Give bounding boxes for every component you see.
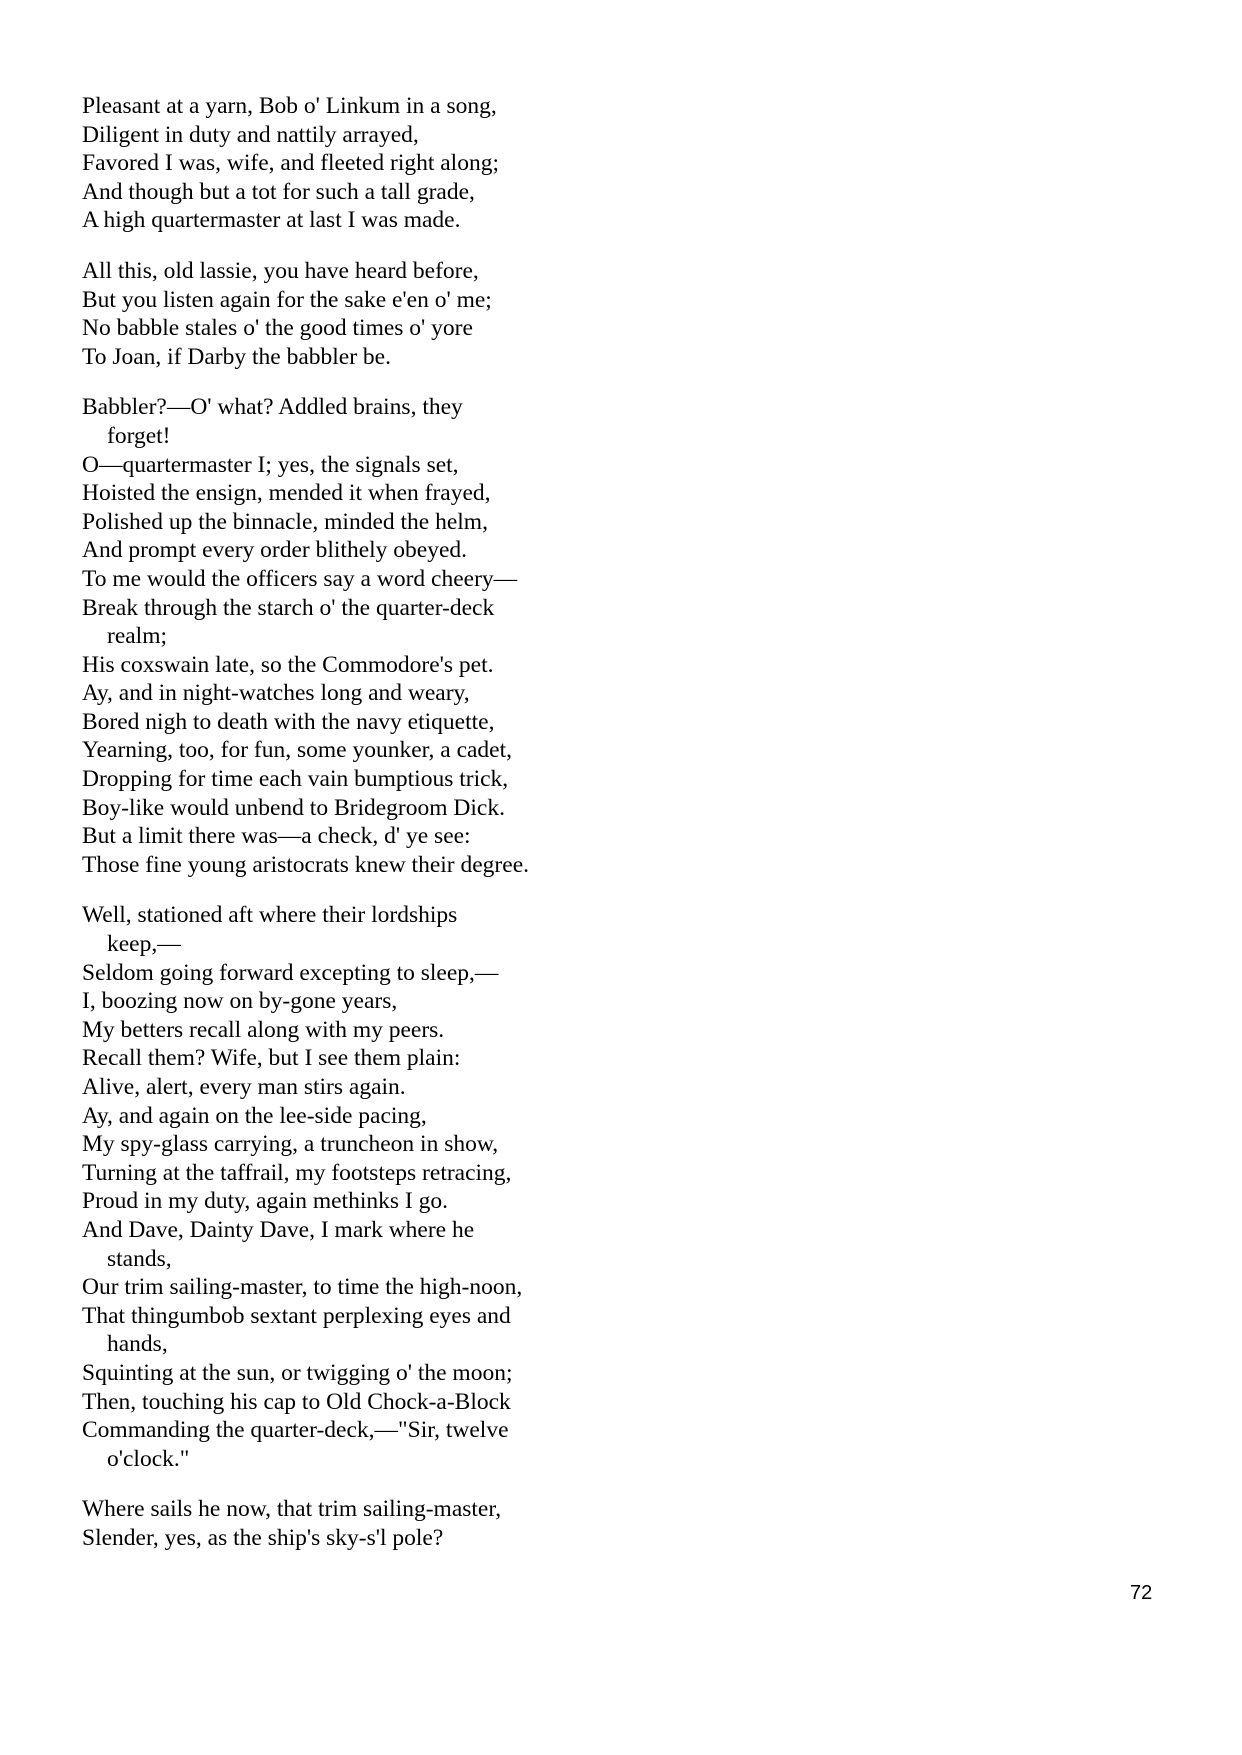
poem-line-continuation: hands, <box>107 1331 168 1358</box>
poem-line: And Dave, Dainty Dave, I mark where he <box>82 1216 475 1243</box>
poem-line-continuation: o'clock." <box>107 1445 190 1472</box>
poem-line: But a limit there was—a check, d' ye see: <box>82 823 471 850</box>
poem-line: Commanding the quarter-deck,—"Sir, twelve <box>82 1417 509 1444</box>
poem-line: Pleasant at a yarn, Bob o' Linkum in a song, <box>82 93 497 119</box>
stanza <box>82 257 682 371</box>
poem-line: Dropping for time each vain bumptious trick, <box>82 766 509 793</box>
poem-line: Then, touching his cap to Old Chock-a-Block <box>82 1388 511 1415</box>
poem-line: But you listen again for the sake e'en o' me; <box>82 286 492 313</box>
poem-line: All this, old lassie, you have heard before, <box>82 257 479 284</box>
poem-line-continuation: keep,— <box>107 931 181 958</box>
poem-line: Bored nigh to death with the navy etiquette, <box>82 708 495 735</box>
poem-line: Proud in my duty, again methinks I go. <box>82 1188 448 1215</box>
poem-line: No babble stales o' the good times o' yore <box>82 315 473 342</box>
poem-line: To Joan, if Darby the babbler be. <box>82 343 391 370</box>
poem-line: I, boozing now on by-gone years, <box>82 988 398 1015</box>
poem-line: Squinting at the sun, or twigging o' the moon; <box>82 1359 513 1386</box>
stanza <box>82 393 682 879</box>
poem-line: My spy-glass carrying, a truncheon in show, <box>82 1131 499 1158</box>
poem-line: To me would the officers say a word cheery— <box>82 565 518 592</box>
poem-line: Where sails he now, that trim sailing-master, <box>82 1496 502 1523</box>
poem-line: Our trim sailing-master, to time the high-noon, <box>82 1274 523 1301</box>
poem-line: Boy-like would unbend to Bridegroom Dick. <box>82 794 505 821</box>
poem-line: Recall them? Wife, but I see them plain: <box>82 1045 461 1072</box>
poem-line: That thingumbob sextant perplexing eyes and <box>82 1302 511 1329</box>
poem-line: Those fine young aristocrats knew their degree. <box>82 851 529 878</box>
stanza <box>82 92 682 235</box>
stanza <box>82 901 682 1473</box>
poem-line: And prompt every order blithely obeyed. <box>82 537 468 564</box>
poem-line: Ay, and in night-watches long and weary, <box>82 680 470 707</box>
poem-line-continuation: stands, <box>107 1245 172 1272</box>
poem-line: Babbler?—O' what? Addled brains, they <box>82 394 463 421</box>
stanza <box>82 1495 682 1552</box>
poem-text <box>82 92 682 1575</box>
page-number: 72 <box>1130 1582 1153 1604</box>
poem-line: Well, stationed aft where their lordships <box>82 902 458 929</box>
poem-line: Yearning, too, for fun, some younker, a cadet, <box>82 737 513 764</box>
poem-line: Favored I was, wife, and fleeted right along; <box>82 150 499 177</box>
poem-line-continuation: realm; <box>107 623 168 650</box>
poem-line: Polished up the binnacle, minded the helm, <box>82 508 488 535</box>
poem-line-continuation: forget! <box>107 422 171 449</box>
poem-line: My betters recall along with my peers. <box>82 1016 445 1043</box>
poem-line: Alive, alert, every man stirs again. <box>82 1074 406 1100</box>
poem-line: His coxswain late, so the Commodore's pet. <box>82 651 494 678</box>
poem-line: Hoisted the ensign, mended it when frayed, <box>82 480 491 507</box>
poem-line: Diligent in duty and nattily arrayed, <box>82 121 419 148</box>
poem-line: Slender, yes, as the ship's sky-s'l pole? <box>82 1524 444 1551</box>
poem-line: Turning at the taffrail, my footsteps retracing, <box>82 1159 512 1186</box>
poem-line: Break through the starch o' the quarter-deck <box>82 594 495 621</box>
poem-line: A high quartermaster at last I was made. <box>82 207 461 234</box>
poem-line: Seldom going forward excepting to sleep,— <box>82 959 499 986</box>
poem-line: Ay, and again on the lee-side pacing, <box>82 1102 427 1129</box>
poem-line: And though but a tot for such a tall grade, <box>82 178 475 205</box>
poem-line: O—quartermaster I; yes, the signals set, <box>82 451 459 478</box>
